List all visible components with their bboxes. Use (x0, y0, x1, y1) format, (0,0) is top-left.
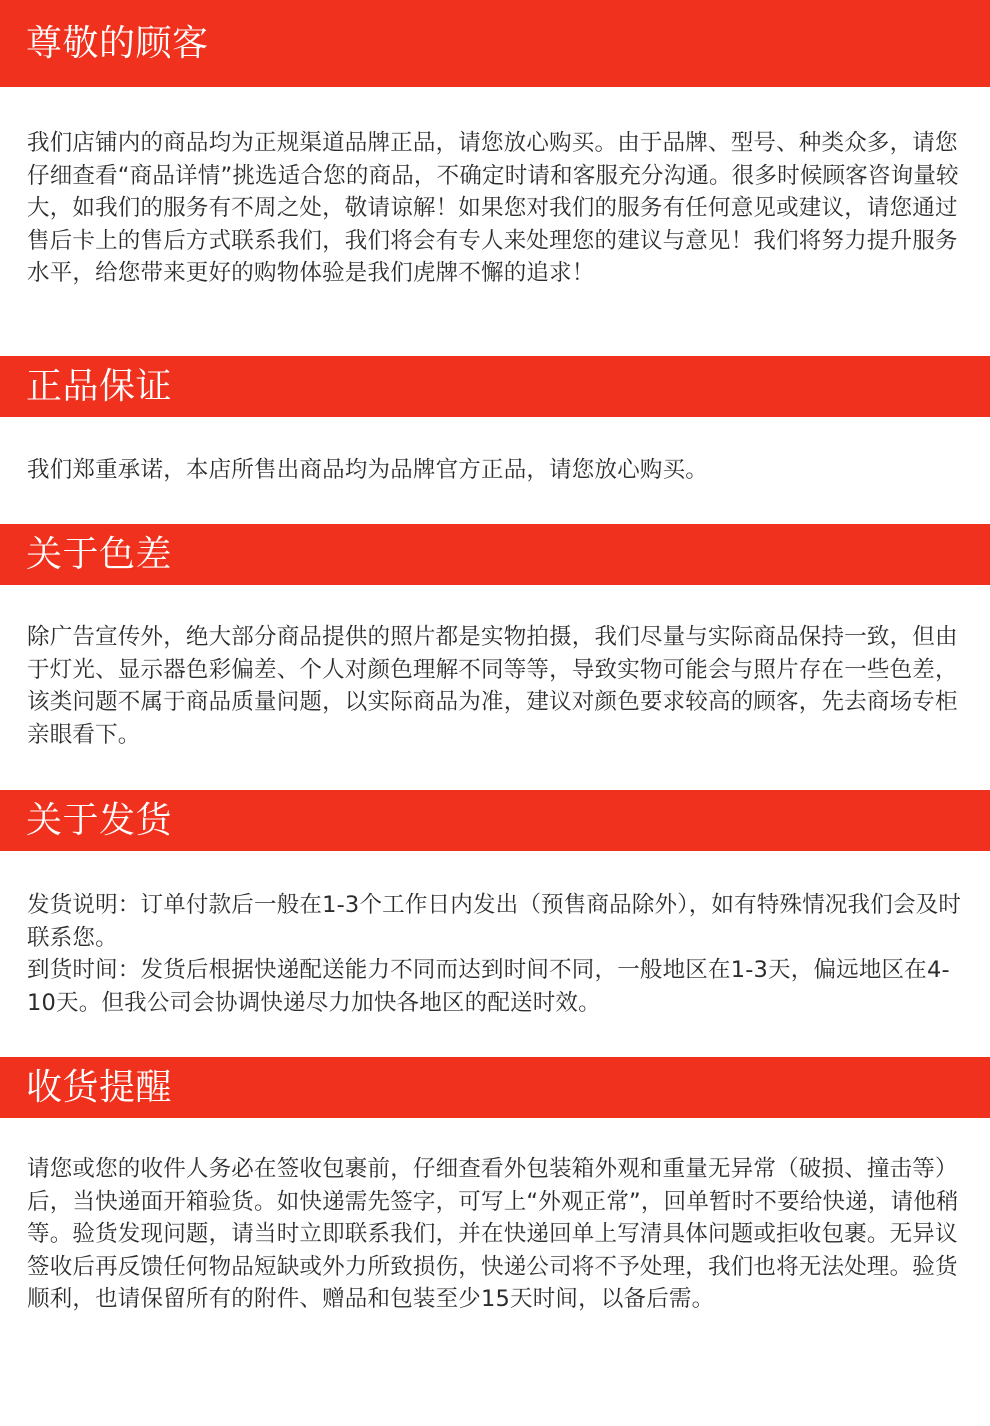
section-banner-shipping (0, 790, 990, 851)
paragraph: 请您或您的收件人务必在签收包裹前，仔细查看外包装箱外观和重量无异常（破损、撞击等）后，当快递面开箱验货。如快递需先签字，可写上“外观正常”，回单暂时不要给快递，请他稍等。验货发现问题，请当时立即联系我们，并在快递回单上写清具体问题或拒收包裹。无异议签收后再反馈任何物品短缺或外力所致损伤，快递公司将不予处理，我们也将无法处理。验货顺利，也请保留所有的附件、赠品和包装至少15天时间，以备后需。 (27, 1156, 959, 1312)
section-body-authentic (27, 454, 967, 487)
paragraph: 我们郑重承诺，本店所售出商品均为品牌官方正品，请您放心购买。 (27, 457, 709, 483)
section-title: 收货提醒 (26, 1066, 173, 1108)
paragraph: 发货说明：订单付款后一般在1-3个工作日内发出（预售商品除外），如有特殊情况我们会及时联系您。 (27, 892, 962, 951)
paragraph: 到货时间：发货后根据快递配送能力不同而达到时间不同，一般地区在1-3天，偏远地区在4-10天。但我公司会协调快递尽力加快各地区的配送时效。 (27, 957, 950, 1016)
paragraph: 我们店铺内的商品均为正规渠道品牌正品，请您放心购买。由于品牌、型号、种类众多，请您仔细查看“商品详情”挑选适合您的商品，不确定时请和客服充分沟通。很多时候顾客咨询量较大，如我们的服务有不周之处，敬请谅解！如果您对我们的服务有任何意见或建议，请您通过售后卡上的售后方式联系我们，我们将会有专人来处理您的建议与意见！我们将努力提升服务水平，给您带来更好的购物体验是我们虎牌不懈的追求！ (27, 130, 959, 286)
section-banner-receipt (0, 1057, 990, 1118)
section-banner-color (0, 524, 990, 585)
section-banner-customer (0, 0, 990, 87)
paragraph: 除广告宣传外，绝大部分商品提供的照片都是实物拍摄，我们尽量与实际商品保持一致，但由于灯光、显示器色彩偏差、个人对颜色理解不同等等，导致实物可能会与照片存在一些色差，该类问题不属于商品质量问题，以实际商品为准，建议对颜色要求较高的顾客，先去商场专柜亲眼看下。 (27, 624, 958, 748)
section-body-color (27, 621, 967, 751)
section-title: 关于色差 (26, 533, 173, 575)
section-title: 尊敬的顾客 (26, 22, 209, 64)
section-body-customer (27, 127, 967, 290)
section-title: 正品保证 (26, 365, 173, 407)
section-banner-authentic (0, 356, 990, 417)
section-body-receipt (27, 1153, 967, 1316)
section-body-shipping (27, 889, 967, 1019)
section-title: 关于发货 (26, 799, 173, 841)
